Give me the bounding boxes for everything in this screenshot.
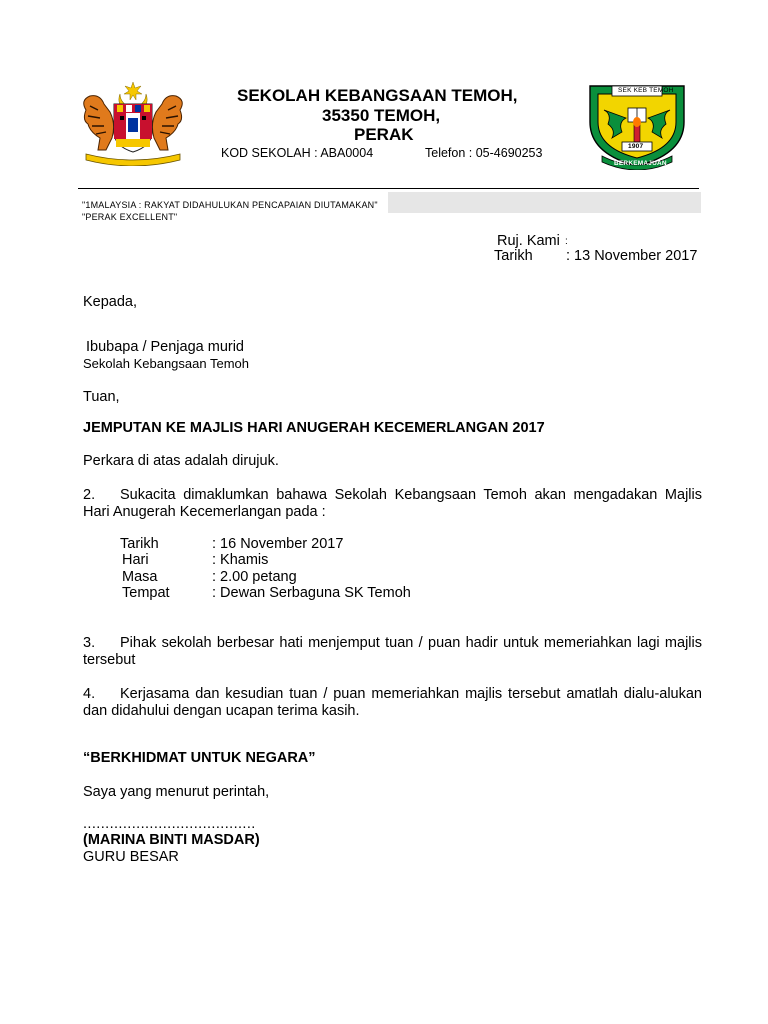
school-logo-icon xyxy=(582,80,692,170)
reference-value: : xyxy=(565,236,568,247)
date-label: Tarikh xyxy=(494,248,533,264)
date-value: : 13 November 2017 xyxy=(566,248,698,264)
paragraph-2-number: 2. xyxy=(83,487,96,503)
recipient-line1: Ibubapa / Penjaga murid xyxy=(86,339,244,355)
paragraph-1: Perkara di atas adalah dirujuk. xyxy=(83,453,279,469)
closing-line: Saya yang menurut perintah, xyxy=(83,784,270,800)
malaysia-coat-of-arms-icon xyxy=(76,80,190,166)
detail-value-tempat: : Dewan Serbaguna SK Temoh xyxy=(212,585,411,601)
letter-subject: JEMPUTAN KE MAJLIS HARI ANUGERAH KECEMERLANGAN 2017 xyxy=(83,420,545,436)
school-logo-top-text: SEK KEB TEMOH xyxy=(618,87,674,94)
detail-label-tempat: Tempat xyxy=(122,585,170,601)
slogan: “BERKHIDMAT UNTUK NEGARA” xyxy=(83,750,316,766)
school-code: KOD SEKOLAH : ABA0004 xyxy=(221,146,374,160)
header-rule xyxy=(78,188,699,189)
signature-dots: ....................................... xyxy=(83,816,256,832)
paragraph-3: Pihak sekolah berbesar hati menjemput tuan / puan hadir untuk memeriahkan lagi majlis tersebut xyxy=(83,635,702,668)
postcode-town: 35350 TEMOH, xyxy=(322,106,441,125)
detail-label-hari: Hari xyxy=(122,552,149,568)
school-logo-bottom-text: BERKEMAJUAN xyxy=(614,160,667,167)
motto-1malaysia: "1MALAYSIA : RAKYAT DIDAHULUKAN PENCAPAIAN DIUTAMAKAN" xyxy=(82,200,378,210)
paragraph-2: Sukacita dimaklumkan bahawa Sekolah Kebangsaan Temoh akan mengadakan Majlis Hari Anugerah Kecemerlangan pada : xyxy=(83,487,702,520)
motto-bar xyxy=(388,192,701,213)
reference-label: Ruj. Kami xyxy=(497,233,560,249)
state-name: PERAK xyxy=(354,125,414,144)
detail-label-tarikh: Tarikh xyxy=(120,536,159,552)
recipient-line2: Sekolah Kebangsaan Temoh xyxy=(83,356,249,371)
kepada: Kepada, xyxy=(83,294,138,310)
paragraph-3-number: 3. xyxy=(83,635,96,651)
school-name: SEKOLAH KEBANGSAAN TEMOH, xyxy=(237,86,518,105)
salutation: Tuan, xyxy=(83,389,120,405)
motto-perak: "PERAK EXCELLENT" xyxy=(82,212,178,222)
detail-value-masa: : 2.00 petang xyxy=(212,569,297,585)
school-logo-year: 1907 xyxy=(628,143,644,150)
paragraph-4-number: 4. xyxy=(83,686,96,702)
paragraph-4: Kerjasama dan kesudian tuan / puan memeriahkan majlis tersebut amatlah dialu-alukan dan didahului dengan ucapan terima kasih. xyxy=(83,686,702,719)
signatory-title: GURU BESAR xyxy=(83,849,179,865)
detail-value-hari: : Khamis xyxy=(212,552,269,568)
detail-value-tarikh: : 16 November 2017 xyxy=(212,536,344,552)
signatory-name: (MARINA BINTI MASDAR) xyxy=(83,832,260,848)
detail-label-masa: Masa xyxy=(122,569,158,585)
phone-number: Telefon : 05-4690253 xyxy=(425,146,543,160)
